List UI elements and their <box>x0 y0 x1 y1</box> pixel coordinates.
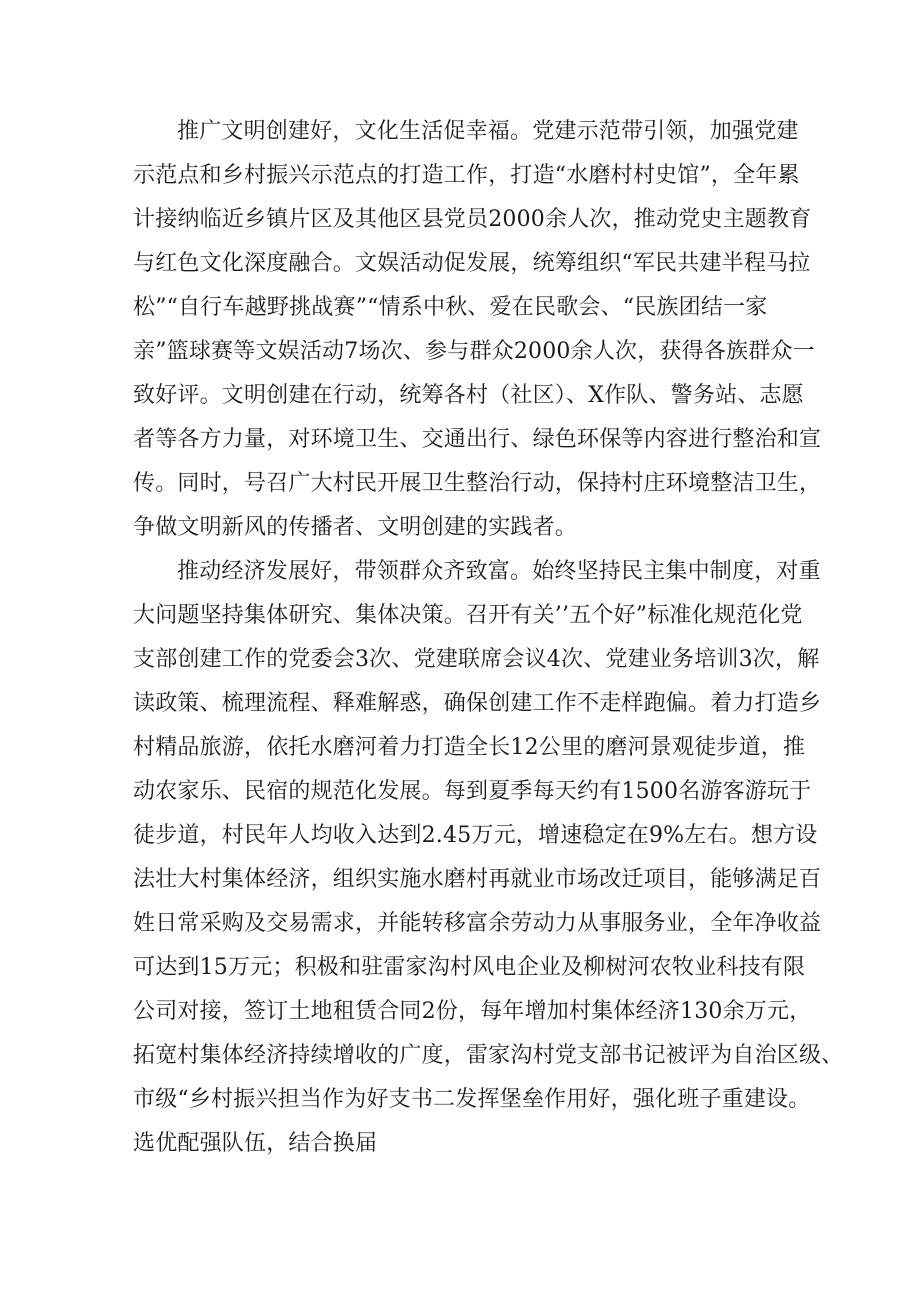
text-line: 读政策、梳理流程、释难解惑，确保创建工作不走样跑偏。着力打造乡 <box>133 691 822 716</box>
text-line: 村精品旅游，依托水磨河着力打造全长12公里的磨河景观徒步道，推 <box>133 735 806 760</box>
paragraph-economy <box>133 550 844 1166</box>
text-line: 市级“乡村振兴担当作为好支书二发挥堡垒作用好，强化班子重建设。 <box>133 1087 811 1112</box>
text-line: 松”“自行车越野挑战赛”“情系中秋、爱在民歌会、“民族团结一家 <box>133 295 768 320</box>
text-line: 姓日常采购及交易需求，并能转移富余劳动力从事服务业，全年净收益 <box>133 911 822 936</box>
text-line: 传。同时，号召广大村民开展卫生整治行动，保持村庄环境整洁卫生， <box>133 471 822 496</box>
text-line: 大问题坚持集体研究、集体决策。召开有关’’五个好”标准化规范化党 <box>133 603 803 628</box>
text-line: 推动经济发展好，带领群众齐致富。始终坚持民主集中制度，对重 <box>177 559 821 584</box>
text-line: 动农家乐、民宿的规范化发展。每到夏季每天约有1500名游客游玩于 <box>133 779 812 804</box>
document-body <box>133 110 844 1166</box>
text-line: 可达到15万元；积极和驻雷家沟村风电企业及柳树河农牧业科技有限 <box>133 955 806 980</box>
text-line: 示范点和乡村振兴示范点的打造工作，打造“水磨村村史馆”，全年累 <box>133 163 800 188</box>
text-line: 法壮大村集体经济，组织实施水磨村再就业市场改迁项目，能够满足百 <box>133 867 822 892</box>
paragraph-civilization <box>133 110 822 550</box>
text-line: 计接纳临近乡镇片区及其他区县党员2000余人次，推动党史主题教育 <box>133 207 812 232</box>
text-line: 拓宽村集体经济持续增收的广度，雷家沟村党支部书记被评为自治区级、 <box>133 1043 844 1068</box>
text-line: 选优配强队伍，结合换届 <box>133 1131 378 1156</box>
text-line: 与红色文化深度融合。文娱活动促发展，统筹组织“军民共建半程马拉 <box>133 251 811 276</box>
text-line: 亲”篮球赛等文娱活动7场次、参与群众2000余人次，获得各族群众一 <box>133 339 815 364</box>
text-line: 争做文明新风的传播者、文明创建的实践者。 <box>133 515 578 540</box>
text-line: 支部创建工作的党委会3次、党建联席会议4次、党建业务培训3次，解 <box>133 647 820 672</box>
text-line: 致好评。文明创建在行动，统筹各村（社区）、X作队、警务站、志愿 <box>133 383 804 408</box>
text-line: 推广文明创建好，文化生活促幸福。党建示范带引领，加强党建 <box>177 119 799 144</box>
text-line: 公司对接，签订土地租赁合同2份，每年增加村集体经济130余万元， <box>133 999 812 1024</box>
text-line: 徒步道，村民年人均收入达到2.45万元，增速稳定在9%左右。想方设 <box>133 823 818 848</box>
text-line: 者等各方力量，对环境卫生、交通出行、绿色环保等内容进行整治和宣 <box>133 427 822 452</box>
